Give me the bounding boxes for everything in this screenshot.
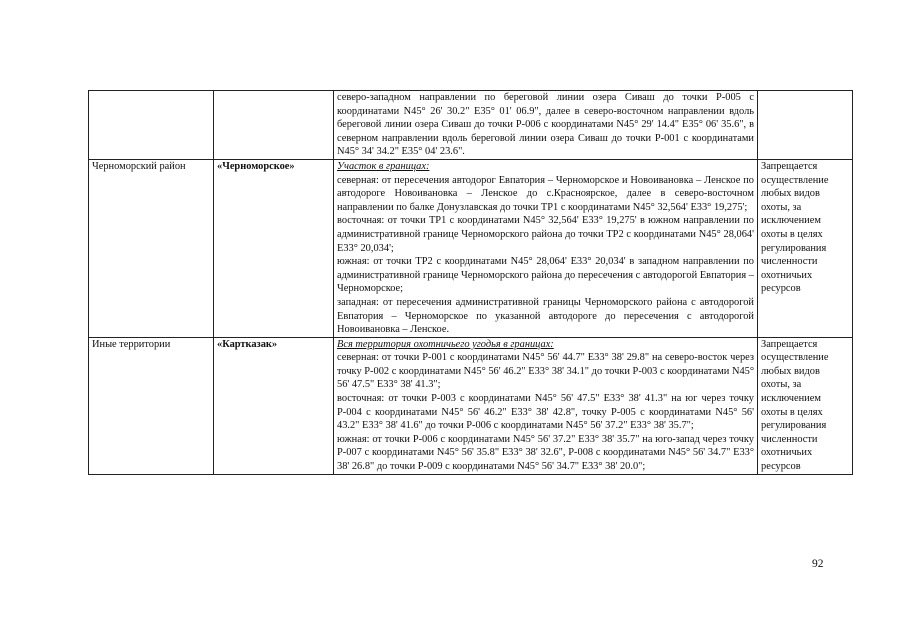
boundary-description: [334, 337, 758, 474]
boundary-description: [334, 91, 758, 160]
boundary-paragraph: южная: от точки ТР2 с координатами N45° 28,064' E33° 20,034' в западном направлении по административной границе Черноморского района до пересечения с автодорогой Евпатория – Черноморское;: [337, 256, 754, 295]
boundary-paragraph: восточная: от точки ТР1 с координатами N45° 32,564' E33° 19,275' в южном направлении по административной границе Черноморского района до точки ТР2 с координатами N45° 28,064' E33° 20,034';: [337, 215, 754, 254]
district-cell: Иные территории: [89, 337, 214, 474]
table-row: [89, 159, 853, 337]
boundary-heading: Участок в границах:: [337, 160, 430, 172]
hunting-ground-name: «Картказак»: [214, 337, 334, 474]
restriction-cell: [758, 91, 853, 160]
page-number: 92: [812, 558, 824, 570]
boundary-paragraph: северная: от пересечения автодорог Евпатория – Черноморское и Новоивановка – Ленское по автодороге Новоивановка – Ленское до с.Красноярское, далее в северо-восточном направлении по балке Донузлавская до точки ТР1 с координатами N45° 32,564' E33° 19,275';: [337, 174, 754, 213]
boundary-heading: Вся территория охотничьего угодья в границах:: [337, 338, 554, 350]
table-row: [89, 337, 853, 474]
district-cell: Черноморский район: [89, 159, 214, 337]
boundary-paragraph: северо-западном направлении по береговой линии озера Сиваш до точки Р-005 с координатами N45° 26' 30.2" E35° 01' 06.9", далее в северо-восточном направлении вдоль береговой линии озера Сиваш до точки Р-006 с координатами N45° 29' 14.4" E35° 06' 35.6", в северном направлении вдоль береговой линии озера Сиваш до точки Р-001 с координатами N45° 34' 34.2" E35° 04' 23.6".: [337, 92, 754, 158]
hunting-grounds-table: [88, 90, 853, 475]
table-row: [89, 91, 853, 160]
hunting-ground-name: [214, 91, 334, 160]
district-cell: [89, 91, 214, 160]
restriction-cell: Запрещается осуществление любых видов охоты, за исключением охоты в целях регулирования численности охотничьих ресурсов: [758, 159, 853, 337]
boundary-paragraph: западная: от пересечения административной границы Черноморского района с автодорогой Евпатория – Черноморское по указанной автодороге до пересечения с автодорогой Новоивановка – Ленское.: [337, 296, 754, 336]
boundary-paragraph: северная: от точки Р-001 с координатами N45° 56' 44.7" E33° 38' 29.8" на северо-восток через точку Р-002 с координатами N45° 56' 46.2" E33° 38' 34.1" до точки Р-003 с координатами N45° 56' 47.5" E33° 38' 41.3";: [337, 352, 754, 391]
boundary-paragraph: южная: от точки Р-006 с координатами N45° 56' 37.2" E33° 38' 35.7" на юго-запад через точку Р-007 с координатами N45° 56' 35.8" E33° 38' 32.6", Р-008 с координатами N45° 56' 34.7" E33° 38' 26.8" до точки Р-009 с координатами N45° 56' 34.7" E33° 38' 20.0";: [337, 433, 754, 473]
hunting-ground-name: «Черноморское»: [214, 159, 334, 337]
boundary-description: [334, 159, 758, 337]
restriction-cell: Запрещается осуществление любых видов охоты, за исключением охоты в целях регулирования численности охотничьих ресурсов: [758, 337, 853, 474]
boundary-paragraph: восточная: от точки Р-003 с координатами N45° 56' 47.5" E33° 38' 41.3" на юг через точку Р-004 с координатами N45° 56' 46.2" E33° 38' 42.8", точку Р-005 с координатами N45° 56' 43.2" E33° 38' 41.6" до точки Р-006 с координатами N45° 56' 37.2" E33° 38' 35.7";: [337, 393, 754, 432]
